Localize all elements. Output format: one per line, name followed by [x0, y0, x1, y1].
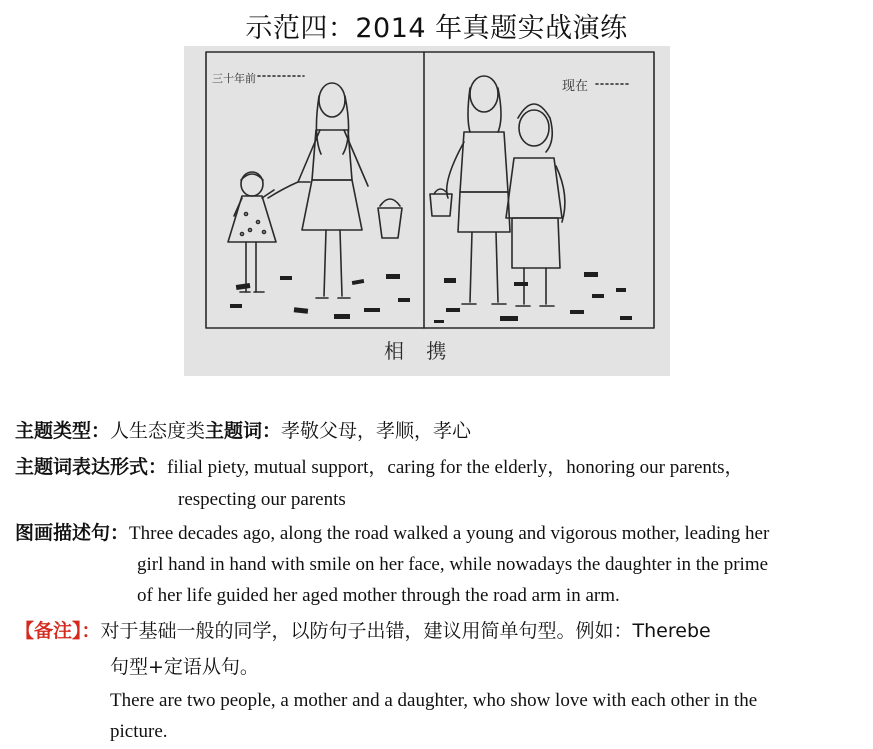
expressions-line-1: filial piety, mutual support，caring for the elderly，honoring our parents， — [167, 457, 744, 478]
description-line — [15, 521, 769, 546]
note-example-line-2: picture. — [110, 721, 168, 742]
grown-daughter-figure — [447, 76, 510, 304]
page-title: 示范四：2014 年真题实战演练 — [245, 13, 628, 44]
right-caption: 现在 — [562, 79, 589, 94]
note-line-1: 对于基础一般的同学，以防句子出错，建议用简单句型。例如：Therebe — [100, 620, 711, 642]
expressions-line-2: respecting our parents — [178, 489, 346, 510]
expressions-line — [15, 455, 744, 480]
aged-mother-figure — [506, 104, 565, 306]
description-label: 图画描述句： — [15, 522, 130, 544]
handbag — [430, 189, 452, 216]
keyword-label: 主题词： — [205, 420, 282, 442]
expressions-label: 主题词表达形式： — [15, 456, 168, 478]
note-label: 【备注】： — [15, 620, 101, 642]
topic-type-line — [15, 419, 471, 444]
mother-figure — [268, 83, 368, 298]
topic-type-value: 人生态度类 — [110, 420, 206, 442]
bottom-caption: 相 携 — [384, 339, 455, 363]
left-caption: 三十年前 — [212, 72, 256, 85]
note-example-line-1: There are two people, a mother and a daughter, who show love with each other in the — [110, 690, 758, 711]
ground-marks — [230, 272, 632, 323]
description-line-1: Three decades ago, along the road walked a young and vigorous mother, leading her — [129, 523, 770, 544]
illustration — [184, 46, 670, 376]
topic-type-label: 主题类型： — [15, 420, 111, 442]
note-line-2: 句型+定语从句。 — [110, 656, 259, 678]
child-figure — [228, 172, 276, 292]
keyword-value: 孝敬父母，孝顺，孝心 — [281, 420, 472, 442]
description-line-2: girl hand in hand with smile on her face, while nowadays the daughter in the prime — [137, 554, 769, 575]
basket — [378, 199, 402, 238]
sketch-drawing — [184, 46, 670, 376]
description-line-3: of her life guided her aged mother through the road arm in arm. — [137, 585, 620, 606]
note-line — [15, 619, 711, 644]
